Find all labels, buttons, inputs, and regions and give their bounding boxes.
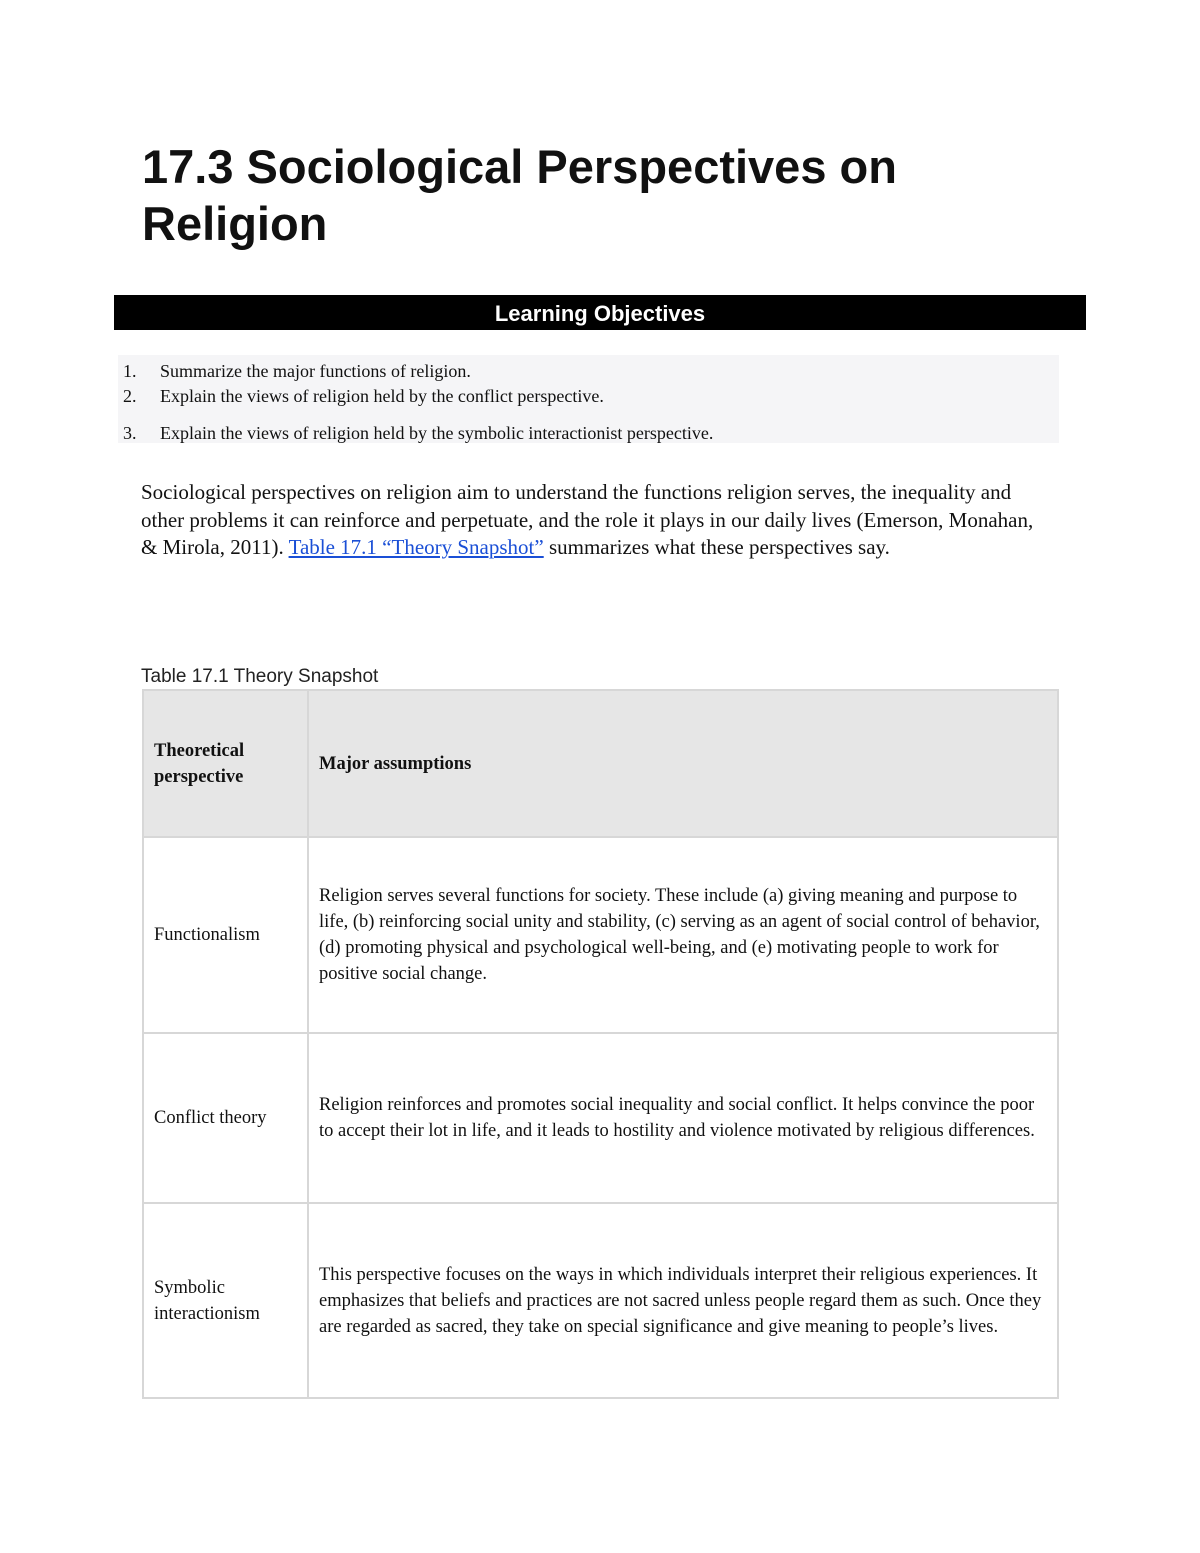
assumptions-cell: Religion reinforces and promotes social inequality and social conflict. It helps convince the poor to accept their lot in life, and it leads to hostility and violence motivated by religious differences. bbox=[308, 1033, 1058, 1203]
perspective-cell: Functionalism bbox=[143, 837, 308, 1033]
page-title: 17.3 Sociological Perspectives on Religion bbox=[142, 140, 897, 250]
objective-number: 1. bbox=[123, 361, 137, 381]
table-row bbox=[143, 1033, 1058, 1203]
table-caption: Table 17.1 Theory Snapshot bbox=[141, 666, 379, 687]
table-header-row bbox=[143, 690, 1058, 837]
objective-number: 2. bbox=[123, 386, 137, 406]
column-header-perspective: Theoretical perspective bbox=[143, 690, 308, 837]
assumptions-cell: Religion serves several functions for society. These include (a) giving meaning and purpose to life, (b) reinforcing social unity and stability, (c) serving as an agent of social control of behavior, (d) promoting physical and psychological well-being, and (e) motivating people to work for positive social change. bbox=[308, 837, 1058, 1033]
objective-text: Explain the views of religion held by the symbolic interactionist perspective. bbox=[160, 423, 714, 443]
objective-text: Summarize the major functions of religion. bbox=[160, 361, 471, 381]
table-link[interactable]: Table 17.1 “Theory Snapshot” bbox=[288, 535, 544, 559]
perspective-cell: Conflict theory bbox=[143, 1033, 308, 1203]
learning-objectives-heading: Learning Objectives bbox=[114, 295, 1086, 330]
assumptions-cell: This perspective focuses on the ways in which individuals interpret their religious experiences. It emphasizes that beliefs and practices are not sacred unless people regard them as such. Once they are regarded as sacred, they take on special significance and give meaning to people’s lives. bbox=[308, 1203, 1058, 1398]
table-row bbox=[143, 1203, 1058, 1398]
perspective-cell: Symbolic interactionism bbox=[143, 1203, 308, 1398]
theory-snapshot-table bbox=[142, 689, 1059, 1399]
objective-item bbox=[123, 361, 471, 381]
objective-text: Explain the views of religion held by the conflict perspective. bbox=[160, 386, 604, 406]
intro-text: Sociological perspectives on religion aim to understand the functions religion serves, the inequality and other problems it can reinforce and perpetuate, and the role it plays in our daily lives (Emerson, Monahan, & Mirola, 2011). bbox=[141, 480, 1034, 559]
objective-item bbox=[123, 423, 713, 443]
objective-item bbox=[123, 386, 604, 406]
table-row bbox=[143, 837, 1058, 1033]
column-header-assumptions: Major assumptions bbox=[308, 690, 1058, 837]
intro-paragraph bbox=[141, 479, 1041, 562]
objective-number: 3. bbox=[123, 423, 137, 443]
intro-text-end: summarizes what these perspectives say. bbox=[543, 535, 890, 559]
